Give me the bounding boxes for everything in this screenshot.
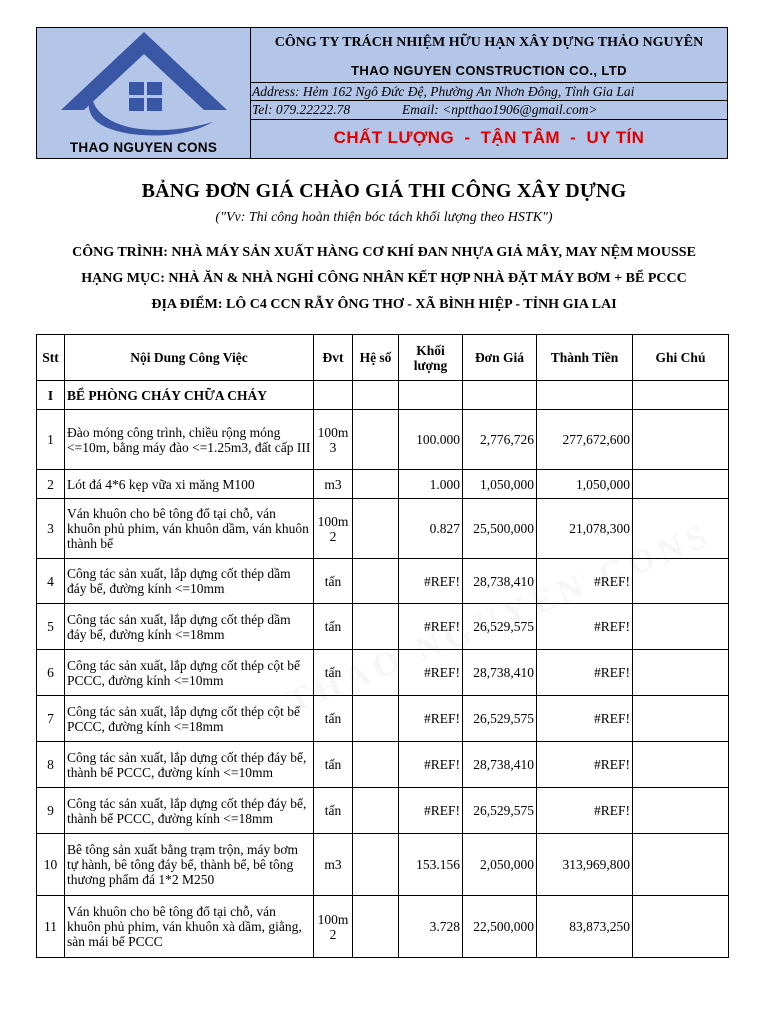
cell-coef xyxy=(353,499,399,559)
cell-qty: #REF! xyxy=(399,696,463,742)
cell-qty: #REF! xyxy=(399,650,463,696)
cell-price: 26,529,575 xyxy=(463,788,537,834)
cell-price: 28,738,410 xyxy=(463,650,537,696)
cell-unit: tấn xyxy=(314,559,353,604)
cell-coef xyxy=(353,650,399,696)
company-header xyxy=(36,27,728,159)
cell-unit: tấn xyxy=(314,788,353,834)
cell-amount: 21,078,300 xyxy=(537,499,633,559)
col-header-coef: Hệ số xyxy=(353,335,399,381)
section-stt: I xyxy=(37,381,65,410)
col-header-unit: Đvt xyxy=(314,335,353,381)
table-row xyxy=(37,834,729,896)
table-row xyxy=(37,650,729,696)
cell-amount: 277,672,600 xyxy=(537,410,633,470)
cell-coef xyxy=(353,604,399,650)
cell-qty: 0.827 xyxy=(399,499,463,559)
cell-content: Công tác sản xuất, lắp dựng cốt thép đáy bể, thành bể PCCC, đường kính <=18mm xyxy=(65,788,314,834)
cell-content: Công tác sản xuất, lắp dựng cốt thép dầm đáy bể, đường kính <=18mm xyxy=(65,604,314,650)
cell-note xyxy=(633,696,729,742)
cell-note xyxy=(633,742,729,788)
cell-qty: 153.156 xyxy=(399,834,463,896)
contact-row xyxy=(251,101,727,120)
company-logo xyxy=(37,28,251,158)
company-slogan: CHẤT LƯỢNG - TẬN TÂM - UY TÍN xyxy=(333,128,645,147)
cell-stt: 8 xyxy=(37,742,65,788)
cell-note xyxy=(633,896,729,958)
cell-content: Lót đá 4*6 kẹp vữa xi măng M100 xyxy=(65,470,314,499)
col-header-qty: Khối lượng xyxy=(399,335,463,381)
cell-content: Ván khuôn cho bê tông đổ tại chỗ, ván khuôn phủ phim, ván khuôn dầm, ván khuôn thành bể xyxy=(65,499,314,559)
cell-note xyxy=(633,410,729,470)
cell-qty: #REF! xyxy=(399,604,463,650)
cell-coef xyxy=(353,788,399,834)
cell-price: 28,738,410 xyxy=(463,742,537,788)
cell-note xyxy=(633,834,729,896)
cell-stt: 4 xyxy=(37,559,65,604)
cell-qty: #REF! xyxy=(399,559,463,604)
table-row xyxy=(37,410,729,470)
cell-stt: 5 xyxy=(37,604,65,650)
project-name: CÔNG TRÌNH: NHÀ MÁY SẢN XUẤT HÀNG CƠ KHÍ ĐAN NHỰA GIẢ MÂY, MAY NỆM MOUSSE xyxy=(72,245,696,260)
work-category: HẠNG MỤC: NHÀ ĂN & NHÀ NGHỈ CÔNG NHÂN KẾT HỢP NHÀ ĐẶT MÁY BƠM + BỂ PCCC xyxy=(81,271,687,286)
cell-stt: 3 xyxy=(37,499,65,559)
table-header-row xyxy=(37,335,729,381)
table-row xyxy=(37,742,729,788)
cell-content: Công tác sản xuất, lắp dựng cốt thép cột bể PCCC, đường kính <=18mm xyxy=(65,696,314,742)
table-row xyxy=(37,559,729,604)
cell-content: Công tác sản xuất, lắp dựng cốt thép dầm đáy bể, đường kính <=10mm xyxy=(65,559,314,604)
cell-content: Bê tông sản xuất bằng trạm trộn, máy bơm tự hành, bê tông đáy bể, thành bể, bê tông thương phẩm đá 1*2 M250 xyxy=(65,834,314,896)
cell-price: 2,776,726 xyxy=(463,410,537,470)
cell-unit: tấn xyxy=(314,742,353,788)
cell-note xyxy=(633,650,729,696)
col-header-stt: Stt xyxy=(37,335,65,381)
cell-unit: tấn xyxy=(314,650,353,696)
cell-amount: 1,050,000 xyxy=(537,470,633,499)
table-row xyxy=(37,499,729,559)
cell-amount: 313,969,800 xyxy=(537,834,633,896)
table-row xyxy=(37,896,729,958)
cell-content: Đào móng công trình, chiều rộng móng <=10m, bằng máy đào <=1.25m3, đất cấp III xyxy=(65,410,314,470)
table-row xyxy=(37,470,729,499)
house-logo-icon xyxy=(61,30,227,142)
cell-stt: 10 xyxy=(37,834,65,896)
cell-stt: 6 xyxy=(37,650,65,696)
table-row xyxy=(37,604,729,650)
cell-price: 28,738,410 xyxy=(463,559,537,604)
cell-amount: 83,873,250 xyxy=(537,896,633,958)
cell-unit: 100m 3 xyxy=(314,410,353,470)
cell-unit: 100m 2 xyxy=(314,896,353,958)
col-header-note: Ghi Chú xyxy=(633,335,729,381)
cell-content: Công tác sản xuất, lắp dựng cốt thép cột bể PCCC, đường kính <=10mm xyxy=(65,650,314,696)
company-tel: Tel: 079.22222.78 xyxy=(252,102,351,117)
cell-unit: 100m 2 xyxy=(314,499,353,559)
company-address: Address: Hẻm 162 Ngô Đức Đệ, Phường An Nhơn Đông, Tỉnh Gia Lai xyxy=(251,83,727,101)
cell-amount: #REF! xyxy=(537,788,633,834)
cell-qty: 100.000 xyxy=(399,410,463,470)
section-title: BỂ PHÒNG CHÁY CHỮA CHÁY xyxy=(65,381,314,410)
cell-stt: 1 xyxy=(37,410,65,470)
cell-amount: #REF! xyxy=(537,742,633,788)
col-header-content: Nội Dung Công Việc xyxy=(65,335,314,381)
cell-stt: 2 xyxy=(37,470,65,499)
cell-coef xyxy=(353,896,399,958)
cell-note xyxy=(633,470,729,499)
cell-note xyxy=(633,604,729,650)
cell-price: 22,500,000 xyxy=(463,896,537,958)
cell-note xyxy=(633,499,729,559)
cell-price: 25,500,000 xyxy=(463,499,537,559)
document-subtitle: ("Vv: Thi công hoàn thiện bóc tách khối lượng theo HSTK") xyxy=(215,210,553,225)
logo-caption: THAO NGUYEN CONS xyxy=(69,140,218,155)
cell-unit: tấn xyxy=(314,604,353,650)
cell-amount: #REF! xyxy=(537,696,633,742)
company-email: Email: <nptthao1906@gmail.com> xyxy=(402,102,598,117)
cell-stt: 7 xyxy=(37,696,65,742)
cell-coef xyxy=(353,742,399,788)
company-name-vi: CÔNG TY TRÁCH NHIỆM HỮU HẠN XÂY DỰNG THẢO NGUYÊN xyxy=(274,35,704,50)
cell-coef xyxy=(353,559,399,604)
section-row xyxy=(37,381,729,410)
cell-unit: tấn xyxy=(314,696,353,742)
project-location: ĐỊA ĐIỂM: LÔ C4 CCN RẪY ÔNG THƠ - XÃ BÌNH HIỆP - TỈNH GIA LAI xyxy=(151,297,617,312)
cell-qty: #REF! xyxy=(399,788,463,834)
cell-price: 26,529,575 xyxy=(463,696,537,742)
cell-unit: m3 xyxy=(314,470,353,499)
cell-amount: #REF! xyxy=(537,559,633,604)
cell-note xyxy=(633,788,729,834)
cell-price: 1,050,000 xyxy=(463,470,537,499)
cell-amount: #REF! xyxy=(537,650,633,696)
cell-price: 26,529,575 xyxy=(463,604,537,650)
cell-stt: 11 xyxy=(37,896,65,958)
cell-stt: 9 xyxy=(37,788,65,834)
cell-note xyxy=(633,559,729,604)
cell-qty: 1.000 xyxy=(399,470,463,499)
company-name-en: THAO NGUYEN CONSTRUCTION CO., LTD xyxy=(251,59,727,83)
cell-price: 2,050,000 xyxy=(463,834,537,896)
table-row xyxy=(37,696,729,742)
cell-coef xyxy=(353,470,399,499)
quotation-table xyxy=(36,334,729,958)
cell-unit: m3 xyxy=(314,834,353,896)
cell-content: Ván khuôn cho bê tông đổ tại chỗ, ván khuôn phủ phim, ván khuôn xà dầm, giằng, sàn mái bể PCCC xyxy=(65,896,314,958)
cell-coef xyxy=(353,834,399,896)
cell-qty: 3.728 xyxy=(399,896,463,958)
col-header-amount: Thành Tiền xyxy=(537,335,633,381)
cell-content: Công tác sản xuất, lắp dựng cốt thép đáy bể, thành bể PCCC, đường kính <=10mm xyxy=(65,742,314,788)
col-header-price: Đơn Giá xyxy=(463,335,537,381)
cell-amount: #REF! xyxy=(537,604,633,650)
cell-coef xyxy=(353,410,399,470)
document-title: BẢNG ĐƠN GIÁ CHÀO GIÁ THI CÔNG XÂY DỰNG xyxy=(141,180,627,202)
cell-qty: #REF! xyxy=(399,742,463,788)
table-row xyxy=(37,788,729,834)
cell-coef xyxy=(353,696,399,742)
